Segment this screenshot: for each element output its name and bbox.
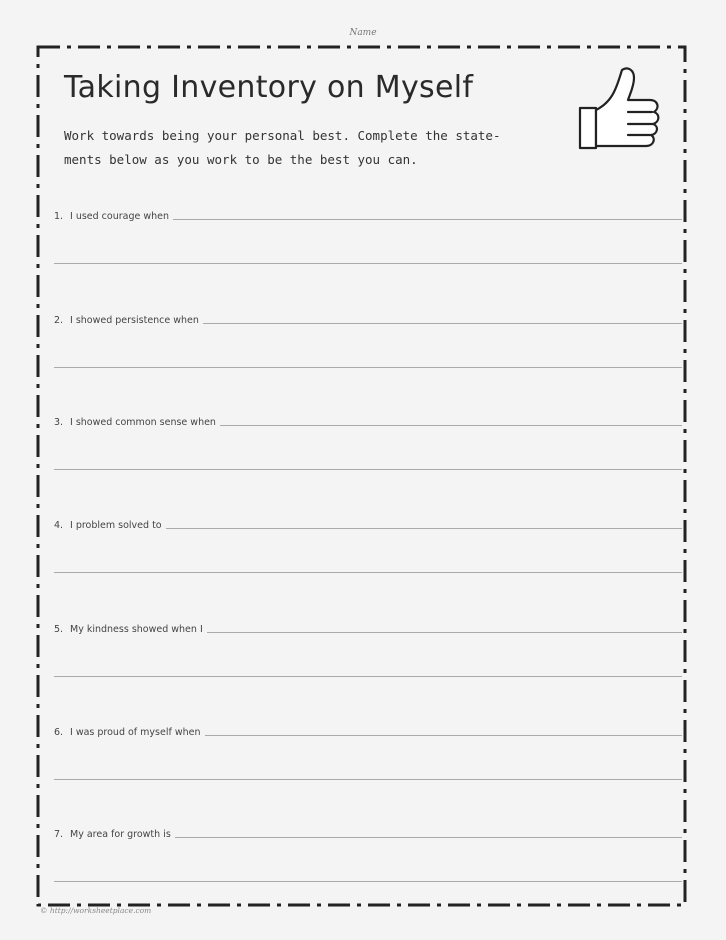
answer-line[interactable] bbox=[54, 676, 682, 677]
thumbs-up-icon bbox=[578, 64, 662, 156]
instructions-line-1: Work towards being your personal best. Complete the state- bbox=[64, 128, 501, 143]
statement-number: 1. bbox=[54, 211, 64, 222]
copyright-footer: © http://worksheetplace.com bbox=[40, 906, 152, 915]
worksheet-title: Taking Inventory on Myself bbox=[64, 70, 474, 105]
answer-line[interactable] bbox=[207, 632, 682, 633]
statement-5 bbox=[54, 621, 682, 635]
answer-line[interactable] bbox=[54, 572, 682, 573]
answer-line[interactable] bbox=[175, 837, 682, 838]
statement-label: My area for growth is bbox=[70, 829, 171, 840]
statement-number: 6. bbox=[54, 727, 64, 738]
statement-label: I showed persistence when bbox=[70, 315, 199, 326]
name-label: Name bbox=[349, 28, 377, 38]
statement-number: 5. bbox=[54, 624, 64, 635]
statement-number: 2. bbox=[54, 315, 64, 326]
statement-label: I showed common sense when bbox=[70, 417, 216, 428]
answer-line[interactable] bbox=[166, 528, 682, 529]
answer-line[interactable] bbox=[54, 469, 682, 470]
answer-line[interactable] bbox=[54, 263, 682, 264]
statement-label: I problem solved to bbox=[70, 520, 162, 531]
instructions-line-2: ments below as you work to be the best you can. bbox=[64, 152, 418, 167]
answer-line[interactable] bbox=[173, 219, 682, 220]
answer-line[interactable] bbox=[54, 779, 682, 780]
statement-label: My kindness showed when I bbox=[70, 624, 203, 635]
statement-number: 4. bbox=[54, 520, 64, 531]
statement-label: I used courage when bbox=[70, 211, 170, 222]
answer-line[interactable] bbox=[54, 367, 682, 368]
statement-6 bbox=[54, 724, 682, 738]
statement-number: 3. bbox=[54, 417, 64, 428]
statement-number: 7. bbox=[54, 829, 64, 840]
statement-label: I was proud of myself when bbox=[70, 727, 201, 738]
statement-2 bbox=[54, 312, 682, 326]
statement-4 bbox=[54, 517, 682, 531]
answer-line[interactable] bbox=[205, 735, 683, 736]
answer-line[interactable] bbox=[54, 881, 682, 882]
instructions bbox=[64, 124, 564, 172]
answer-line[interactable] bbox=[220, 425, 682, 426]
statement-3 bbox=[54, 414, 682, 428]
statement-7 bbox=[54, 826, 682, 840]
statement-1 bbox=[54, 208, 682, 222]
answer-line[interactable] bbox=[203, 323, 682, 324]
